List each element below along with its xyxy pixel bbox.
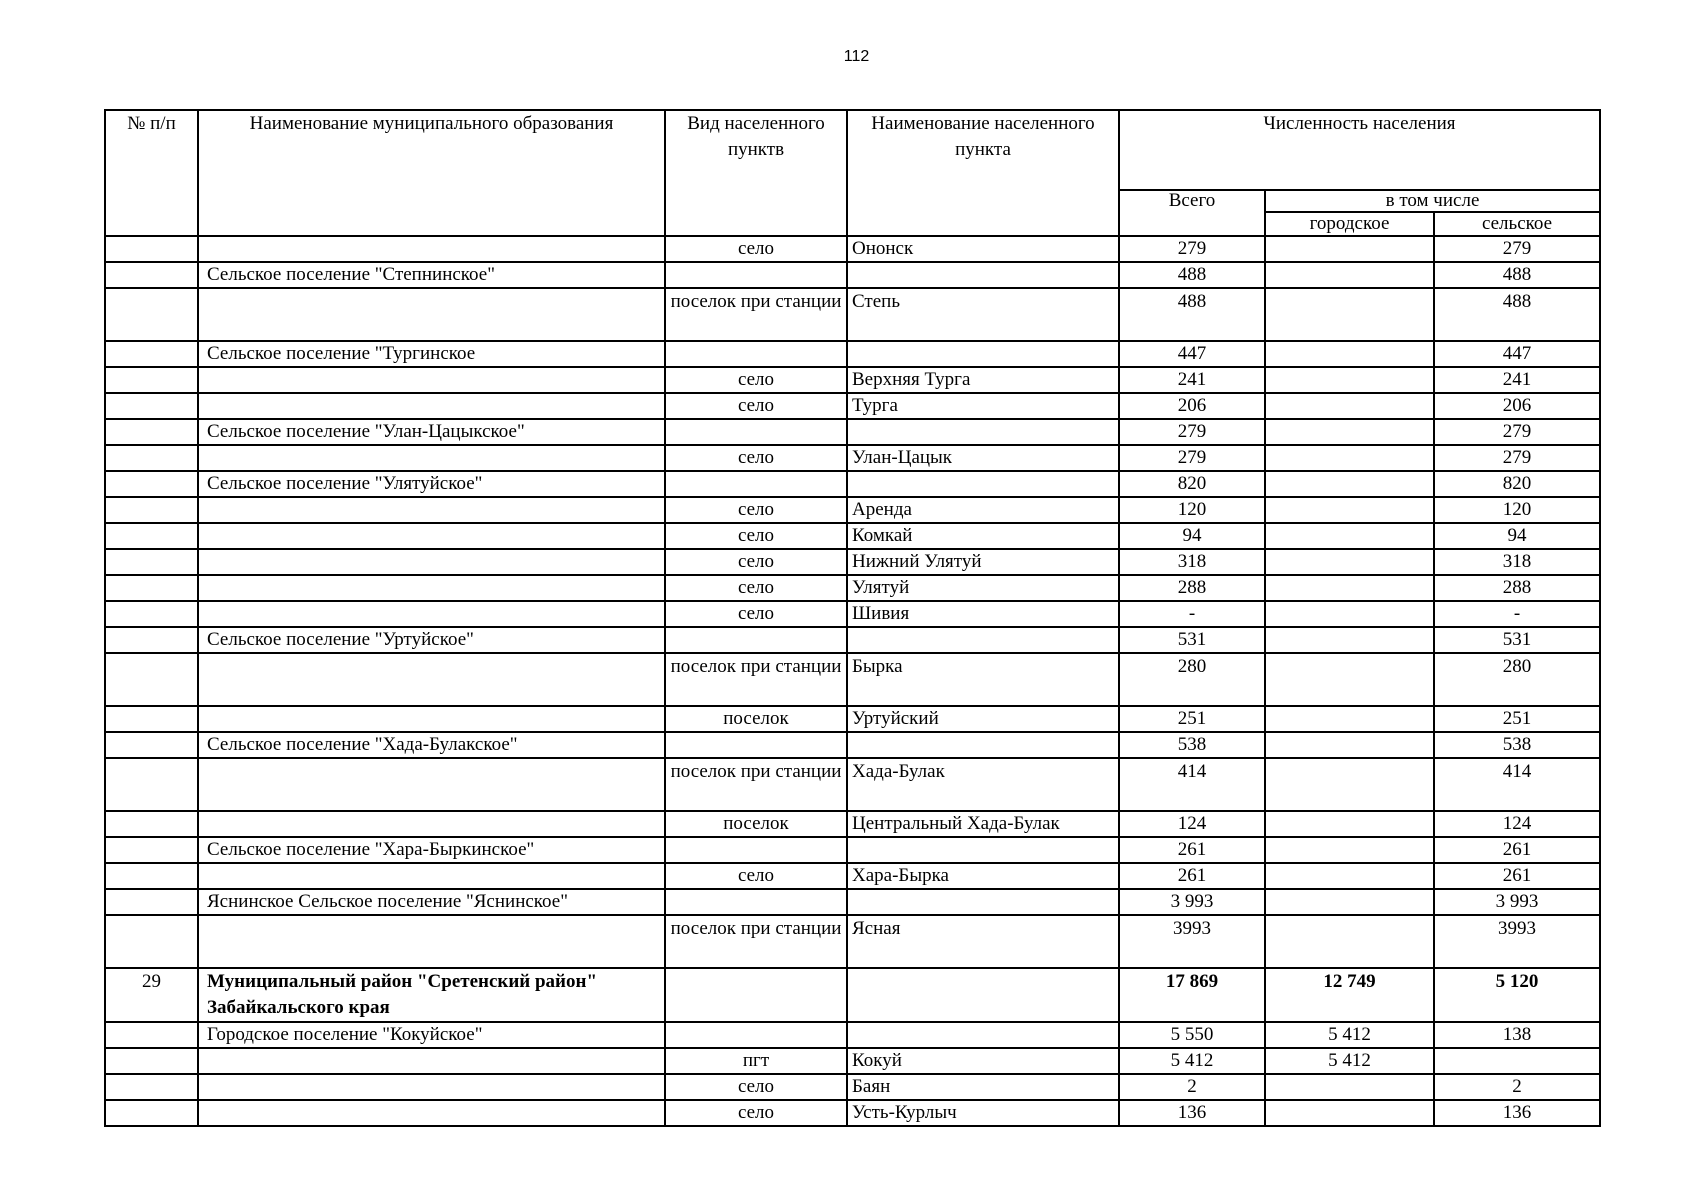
municipality-cell: Сельское поселение "Уртуйское" xyxy=(198,627,665,653)
municipality-cell xyxy=(198,863,665,889)
municipality-cell xyxy=(198,445,665,471)
settlement-name-cell xyxy=(847,627,1119,653)
rural-cell: 261 xyxy=(1434,837,1600,863)
municipality-cell: Муниципальный район "Сретенский район" Забайкальского края xyxy=(198,968,665,1022)
row-number xyxy=(105,288,198,341)
settlement-type-cell: село xyxy=(665,549,847,575)
rural-cell: 3993 xyxy=(1434,915,1600,968)
urban-cell xyxy=(1265,236,1434,262)
total-cell: 206 xyxy=(1119,393,1265,419)
settlement-name-cell xyxy=(847,837,1119,863)
total-cell: 124 xyxy=(1119,811,1265,837)
row-number xyxy=(105,1074,198,1100)
row-number xyxy=(105,549,198,575)
urban-cell xyxy=(1265,419,1434,445)
settlement-name-cell: Усть-Курлыч xyxy=(847,1100,1119,1126)
settlement-type-cell: село xyxy=(665,367,847,393)
row-number xyxy=(105,837,198,863)
header-total: Всего xyxy=(1119,190,1265,236)
municipality-cell xyxy=(198,549,665,575)
municipality-cell xyxy=(198,1048,665,1074)
table-row xyxy=(105,341,1600,367)
urban-cell xyxy=(1265,863,1434,889)
urban-cell: 5 412 xyxy=(1265,1048,1434,1074)
settlement-name-cell xyxy=(847,889,1119,915)
settlement-type-cell: село xyxy=(665,523,847,549)
rural-cell: - xyxy=(1434,601,1600,627)
municipality-cell xyxy=(198,393,665,419)
table-row xyxy=(105,262,1600,288)
settlement-name-cell: Аренда xyxy=(847,497,1119,523)
table-row xyxy=(105,471,1600,497)
table-row xyxy=(105,601,1600,627)
urban-cell xyxy=(1265,706,1434,732)
settlement-type-cell: село xyxy=(665,575,847,601)
table-row xyxy=(105,575,1600,601)
settlement-name-cell xyxy=(847,968,1119,1022)
urban-cell xyxy=(1265,1074,1434,1100)
header-municipality: Наименование муниципального образования xyxy=(198,110,665,236)
row-number xyxy=(105,1100,198,1126)
row-number xyxy=(105,915,198,968)
settlement-type-cell: село xyxy=(665,445,847,471)
row-number xyxy=(105,445,198,471)
table-row xyxy=(105,445,1600,471)
rural-cell: 251 xyxy=(1434,706,1600,732)
header-urban: городское xyxy=(1265,212,1434,236)
total-cell: 261 xyxy=(1119,837,1265,863)
table-row xyxy=(105,732,1600,758)
total-cell: 488 xyxy=(1119,262,1265,288)
rural-cell xyxy=(1434,1048,1600,1074)
total-cell: 414 xyxy=(1119,758,1265,811)
rural-cell: 5 120 xyxy=(1434,968,1600,1022)
total-cell: 261 xyxy=(1119,863,1265,889)
settlement-type-cell xyxy=(665,837,847,863)
rural-cell: 447 xyxy=(1434,341,1600,367)
rural-cell: 261 xyxy=(1434,863,1600,889)
urban-cell xyxy=(1265,627,1434,653)
total-cell: 279 xyxy=(1119,445,1265,471)
settlement-name-cell xyxy=(847,1022,1119,1048)
municipality-cell: Сельское поселение "Улятуйское" xyxy=(198,471,665,497)
rural-cell: 279 xyxy=(1434,419,1600,445)
settlement-type-cell: поселок при станции xyxy=(665,653,847,706)
row-number xyxy=(105,889,198,915)
municipality-cell xyxy=(198,523,665,549)
settlement-type-cell: поселок при станции xyxy=(665,915,847,968)
settlement-name-cell: Баян xyxy=(847,1074,1119,1100)
total-cell: 820 xyxy=(1119,471,1265,497)
settlement-type-cell xyxy=(665,1022,847,1048)
table-row xyxy=(105,236,1600,262)
urban-cell xyxy=(1265,471,1434,497)
settlement-name-cell xyxy=(847,262,1119,288)
settlement-name-cell: Хара-Бырка xyxy=(847,863,1119,889)
total-cell: 17 869 xyxy=(1119,968,1265,1022)
total-cell: 447 xyxy=(1119,341,1265,367)
table-row xyxy=(105,419,1600,445)
table-row xyxy=(105,288,1600,341)
table-row xyxy=(105,1048,1600,1074)
settlement-name-cell: Улятуй xyxy=(847,575,1119,601)
total-cell: 280 xyxy=(1119,653,1265,706)
table-row xyxy=(105,758,1600,811)
row-number xyxy=(105,471,198,497)
urban-cell xyxy=(1265,732,1434,758)
rural-cell: 820 xyxy=(1434,471,1600,497)
urban-cell xyxy=(1265,445,1434,471)
row-number xyxy=(105,236,198,262)
urban-cell xyxy=(1265,575,1434,601)
total-cell: 5 550 xyxy=(1119,1022,1265,1048)
settlement-type-cell: поселок xyxy=(665,706,847,732)
row-number xyxy=(105,653,198,706)
municipality-cell xyxy=(198,497,665,523)
rural-cell: 318 xyxy=(1434,549,1600,575)
urban-cell xyxy=(1265,653,1434,706)
settlement-type-cell xyxy=(665,889,847,915)
table-row xyxy=(105,549,1600,575)
urban-cell xyxy=(1265,601,1434,627)
settlement-type-cell xyxy=(665,262,847,288)
municipality-cell xyxy=(198,1074,665,1100)
settlement-type-cell: село xyxy=(665,863,847,889)
table-row xyxy=(105,393,1600,419)
table-row xyxy=(105,863,1600,889)
settlement-type-cell xyxy=(665,732,847,758)
rural-cell: 288 xyxy=(1434,575,1600,601)
total-cell: 279 xyxy=(1119,236,1265,262)
header-population: Численность населения xyxy=(1119,110,1600,190)
urban-cell xyxy=(1265,1100,1434,1126)
rural-cell: 488 xyxy=(1434,262,1600,288)
total-cell: 3993 xyxy=(1119,915,1265,968)
header-settlement-type: Вид населенного пунктв xyxy=(665,110,847,236)
settlement-type-cell xyxy=(665,419,847,445)
total-cell: - xyxy=(1119,601,1265,627)
row-number xyxy=(105,627,198,653)
settlement-type-cell: село xyxy=(665,601,847,627)
municipality-cell xyxy=(198,758,665,811)
row-number xyxy=(105,393,198,419)
settlement-type-cell: поселок xyxy=(665,811,847,837)
page-number: 112 xyxy=(843,48,870,65)
table-row xyxy=(105,706,1600,732)
row-number xyxy=(105,262,198,288)
municipality-cell: Сельское поселение "Тургинское xyxy=(198,341,665,367)
total-cell: 288 xyxy=(1119,575,1265,601)
urban-cell: 5 412 xyxy=(1265,1022,1434,1048)
rural-cell: 124 xyxy=(1434,811,1600,837)
urban-cell xyxy=(1265,837,1434,863)
settlement-type-cell xyxy=(665,627,847,653)
settlement-name-cell xyxy=(847,732,1119,758)
row-number xyxy=(105,497,198,523)
settlement-name-cell: Шивия xyxy=(847,601,1119,627)
row-number xyxy=(105,732,198,758)
total-cell: 251 xyxy=(1119,706,1265,732)
settlement-name-cell: Ясная xyxy=(847,915,1119,968)
table-row xyxy=(105,915,1600,968)
settlement-name-cell: Кокуй xyxy=(847,1048,1119,1074)
urban-cell xyxy=(1265,262,1434,288)
urban-cell xyxy=(1265,811,1434,837)
urban-cell xyxy=(1265,889,1434,915)
row-number xyxy=(105,1022,198,1048)
settlement-type-cell xyxy=(665,341,847,367)
row-number xyxy=(105,1048,198,1074)
table-header xyxy=(105,110,1600,236)
header-including: в том числе xyxy=(1265,190,1600,212)
settlement-name-cell xyxy=(847,419,1119,445)
settlement-type-cell: село xyxy=(665,236,847,262)
municipality-cell xyxy=(198,601,665,627)
settlement-name-cell: Уртуйский xyxy=(847,706,1119,732)
municipality-cell xyxy=(198,367,665,393)
row-number xyxy=(105,575,198,601)
settlement-name-cell: Верхняя Турга xyxy=(847,367,1119,393)
table-row xyxy=(105,497,1600,523)
rural-cell: 280 xyxy=(1434,653,1600,706)
municipality-cell xyxy=(198,1100,665,1126)
row-number xyxy=(105,601,198,627)
municipality-cell: Яснинское Сельское поселение "Яснинское" xyxy=(198,889,665,915)
urban-cell xyxy=(1265,341,1434,367)
total-cell: 488 xyxy=(1119,288,1265,341)
row-number xyxy=(105,523,198,549)
table-row xyxy=(105,627,1600,653)
settlement-type-cell xyxy=(665,471,847,497)
row-number xyxy=(105,706,198,732)
total-cell: 241 xyxy=(1119,367,1265,393)
settlement-name-cell: Комкай xyxy=(847,523,1119,549)
urban-cell xyxy=(1265,758,1434,811)
row-number xyxy=(105,758,198,811)
table-row xyxy=(105,653,1600,706)
row-number xyxy=(105,341,198,367)
urban-cell xyxy=(1265,915,1434,968)
municipality-cell: Сельское поселение "Улан-Цацыкское" xyxy=(198,419,665,445)
municipality-cell xyxy=(198,288,665,341)
table-row xyxy=(105,1022,1600,1048)
municipality-cell xyxy=(198,811,665,837)
total-cell: 279 xyxy=(1119,419,1265,445)
municipality-cell xyxy=(198,653,665,706)
table-row xyxy=(105,367,1600,393)
municipality-cell xyxy=(198,706,665,732)
settlement-type-cell: село xyxy=(665,1074,847,1100)
rural-cell: 538 xyxy=(1434,732,1600,758)
settlement-type-cell: пгт xyxy=(665,1048,847,1074)
row-number xyxy=(105,419,198,445)
municipality-cell xyxy=(198,575,665,601)
urban-cell xyxy=(1265,393,1434,419)
rural-cell: 3 993 xyxy=(1434,889,1600,915)
row-number: 29 xyxy=(105,968,198,1022)
municipality-cell xyxy=(198,236,665,262)
rural-cell: 206 xyxy=(1434,393,1600,419)
settlement-type-cell: село xyxy=(665,497,847,523)
rural-cell: 414 xyxy=(1434,758,1600,811)
settlement-name-cell: Нижний Улятуй xyxy=(847,549,1119,575)
total-cell: 538 xyxy=(1119,732,1265,758)
rural-cell: 241 xyxy=(1434,367,1600,393)
municipality-cell: Сельское поселение "Степнинское" xyxy=(198,262,665,288)
total-cell: 94 xyxy=(1119,523,1265,549)
row-number xyxy=(105,811,198,837)
table-row xyxy=(105,811,1600,837)
municipality-cell xyxy=(198,915,665,968)
municipality-cell: Сельское поселение "Хада-Булакское" xyxy=(198,732,665,758)
rural-cell: 279 xyxy=(1434,445,1600,471)
settlement-type-cell: село xyxy=(665,1100,847,1126)
settlement-type-cell: поселок при станции xyxy=(665,758,847,811)
rural-cell: 94 xyxy=(1434,523,1600,549)
urban-cell: 12 749 xyxy=(1265,968,1434,1022)
table-row xyxy=(105,968,1600,1022)
total-cell: 5 412 xyxy=(1119,1048,1265,1074)
table-row xyxy=(105,523,1600,549)
population-table xyxy=(104,109,1601,1127)
table-row xyxy=(105,1100,1600,1126)
row-number xyxy=(105,863,198,889)
urban-cell xyxy=(1265,367,1434,393)
rural-cell: 488 xyxy=(1434,288,1600,341)
total-cell: 3 993 xyxy=(1119,889,1265,915)
settlement-type-cell: поселок при станции xyxy=(665,288,847,341)
settlement-name-cell: Центральный Хада-Булак xyxy=(847,811,1119,837)
settlement-type-cell: село xyxy=(665,393,847,419)
total-cell: 120 xyxy=(1119,497,1265,523)
header-settlement-name: Наименование населенного пункта xyxy=(847,110,1119,236)
rural-cell: 136 xyxy=(1434,1100,1600,1126)
rural-cell: 2 xyxy=(1434,1074,1600,1100)
municipality-cell: Городское поселение "Кокуйское" xyxy=(198,1022,665,1048)
total-cell: 318 xyxy=(1119,549,1265,575)
urban-cell xyxy=(1265,497,1434,523)
total-cell: 2 xyxy=(1119,1074,1265,1100)
urban-cell xyxy=(1265,523,1434,549)
table-row xyxy=(105,837,1600,863)
urban-cell xyxy=(1265,549,1434,575)
total-cell: 531 xyxy=(1119,627,1265,653)
header-num: № п/п xyxy=(105,110,198,236)
settlement-name-cell: Ононск xyxy=(847,236,1119,262)
table-body xyxy=(105,236,1600,1126)
total-cell: 136 xyxy=(1119,1100,1265,1126)
rural-cell: 531 xyxy=(1434,627,1600,653)
row-number xyxy=(105,367,198,393)
urban-cell xyxy=(1265,288,1434,341)
table-row xyxy=(105,889,1600,915)
header-rural: сельское xyxy=(1434,212,1600,236)
rural-cell: 120 xyxy=(1434,497,1600,523)
settlement-type-cell xyxy=(665,968,847,1022)
settlement-name-cell xyxy=(847,341,1119,367)
rural-cell: 138 xyxy=(1434,1022,1600,1048)
settlement-name-cell: Бырка xyxy=(847,653,1119,706)
settlement-name-cell: Турга xyxy=(847,393,1119,419)
settlement-name-cell xyxy=(847,471,1119,497)
table-row xyxy=(105,1074,1600,1100)
settlement-name-cell: Хада-Булак xyxy=(847,758,1119,811)
settlement-name-cell: Улан-Цацык xyxy=(847,445,1119,471)
municipality-cell: Сельское поселение "Хара-Быркинское" xyxy=(198,837,665,863)
rural-cell: 279 xyxy=(1434,236,1600,262)
settlement-name-cell: Степь xyxy=(847,288,1119,341)
